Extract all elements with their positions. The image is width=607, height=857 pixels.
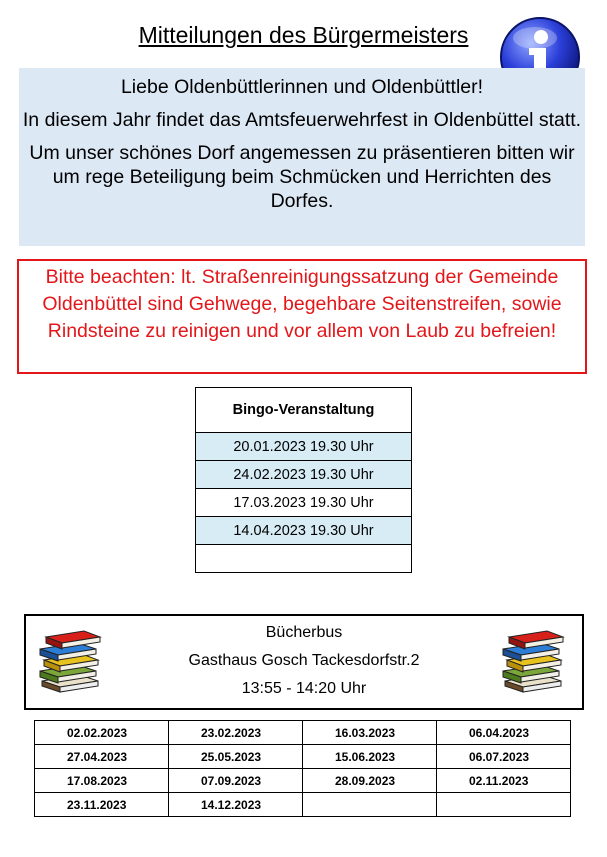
bingo-date-empty bbox=[196, 545, 412, 573]
cleaning-notice bbox=[17, 259, 587, 374]
intro-line-1: In diesem Jahr findet das Amtsfeuerwehrfest in Oldenbüttel statt. bbox=[22, 109, 582, 131]
date-cell: 02.02.2023 bbox=[35, 721, 169, 745]
books-icon bbox=[36, 629, 104, 693]
date-cell: 17.08.2023 bbox=[35, 769, 169, 793]
intro-line-2: Um unser schönes Dorf angemessen zu präsentieren bitten wir um rege Beteiligung beim Schmücken und Herrichten des Dorfes. bbox=[29, 142, 575, 212]
date-cell bbox=[437, 793, 571, 817]
table-row bbox=[35, 793, 571, 817]
notice-text: Bitte beachten: lt. Straßenreinigungssatzung der Gemeinde Oldenbüttel sind Gehwege, begehbare Seitenstreifen, sowie Rindsteine zu reinigen und vor allem von Laub zu befreien! bbox=[42, 266, 562, 342]
bingo-date: 17.03.2023 19.30 Uhr bbox=[196, 489, 412, 517]
date-cell: 06.04.2023 bbox=[437, 721, 571, 745]
bus-location: Gasthaus Gosch Tackesdorfstr.2 bbox=[188, 652, 420, 669]
intro-greeting: Liebe Oldenbüttlerinnen und Oldenbüttler! bbox=[120, 76, 484, 98]
table-row bbox=[35, 745, 571, 769]
bingo-date: 24.02.2023 19.30 Uhr bbox=[196, 461, 412, 489]
bingo-date: 14.04.2023 19.30 Uhr bbox=[196, 517, 412, 545]
date-cell: 23.11.2023 bbox=[35, 793, 169, 817]
date-cell: 16.03.2023 bbox=[303, 721, 437, 745]
table-row bbox=[35, 721, 571, 745]
intro-box bbox=[19, 68, 585, 246]
bus-title: Bücherbus bbox=[265, 624, 343, 641]
date-cell: 25.05.2023 bbox=[169, 745, 303, 769]
date-cell bbox=[303, 793, 437, 817]
page-title: Mitteilungen des Bürgermeisters bbox=[138, 22, 469, 48]
bingo-header: Bingo-Veranstaltung bbox=[196, 388, 412, 433]
date-cell: 27.04.2023 bbox=[35, 745, 169, 769]
bus-time: 13:55 - 14:20 Uhr bbox=[241, 680, 367, 697]
date-cell: 06.07.2023 bbox=[437, 745, 571, 769]
date-cell: 28.09.2023 bbox=[303, 769, 437, 793]
date-cell: 14.12.2023 bbox=[169, 793, 303, 817]
bingo-table bbox=[195, 387, 412, 573]
date-cell: 07.09.2023 bbox=[169, 769, 303, 793]
books-icon bbox=[499, 629, 567, 693]
table-row bbox=[35, 769, 571, 793]
date-cell: 02.11.2023 bbox=[437, 769, 571, 793]
bingo-date: 20.01.2023 19.30 Uhr bbox=[196, 433, 412, 461]
date-cell: 15.06.2023 bbox=[303, 745, 437, 769]
date-cell: 23.02.2023 bbox=[169, 721, 303, 745]
buecherbus-dates-table bbox=[34, 720, 571, 817]
